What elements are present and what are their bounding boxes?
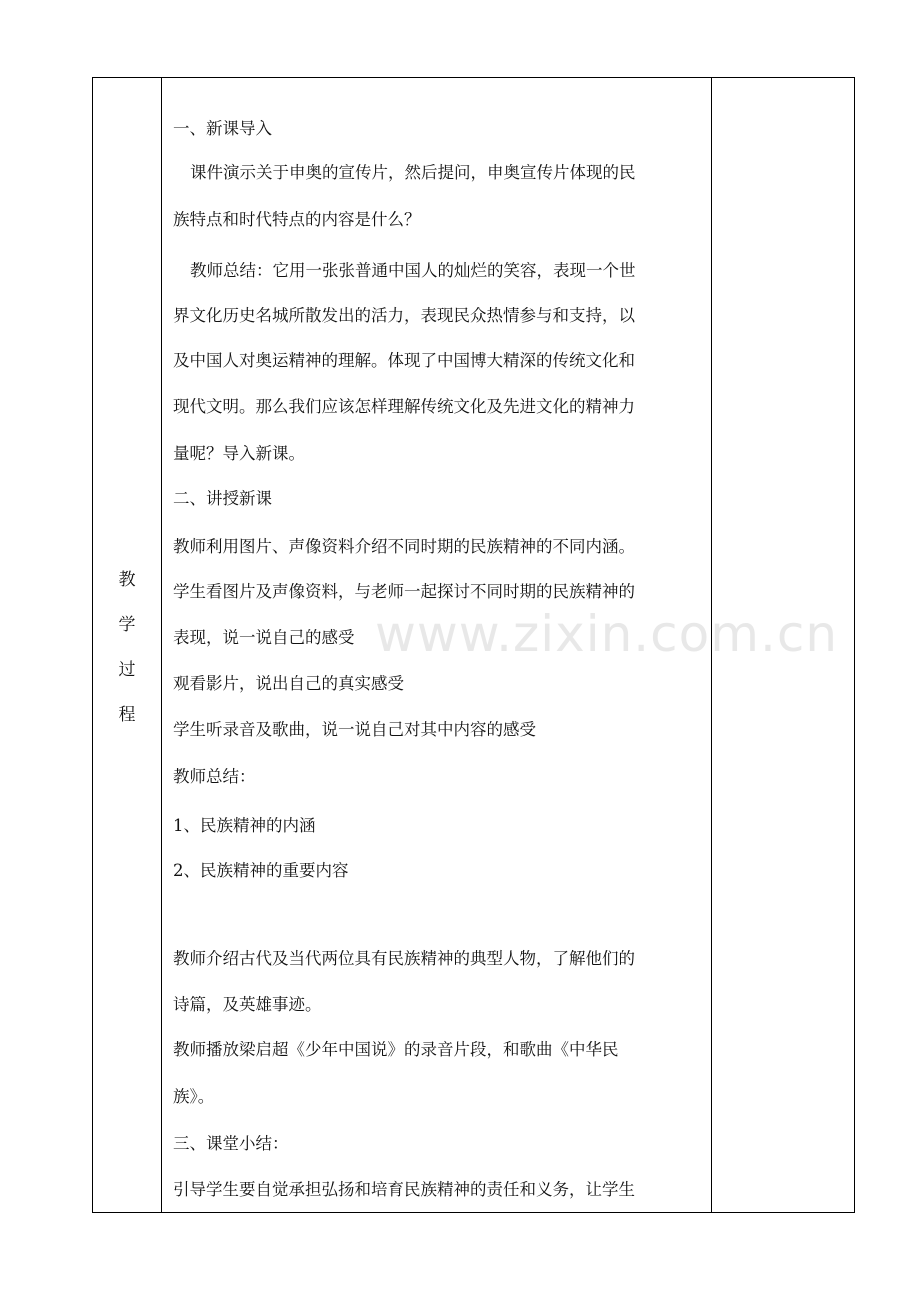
lesson-table [92, 77, 855, 1213]
text-line: 表现，说一说自己的感受 [173, 628, 355, 647]
section-label-char: 教 [118, 570, 136, 590]
text-line: 及中国人对奥运精神的理解。体现了中国博大精深的传统文化和 [173, 351, 635, 370]
watermark: www.zixin.com.cn [375, 605, 839, 663]
text-line: 学生听录音及歌曲，说一说自己对其中内容的感受 [173, 720, 536, 739]
column-divider-right [711, 78, 712, 1212]
section-label-teaching-process [93, 558, 161, 738]
heading-class-summary: 三、课堂小结： [173, 1134, 289, 1153]
list-item: 2、民族精神的重要内容 [173, 861, 349, 880]
section-label-char: 学 [118, 615, 136, 635]
section-label-char: 过 [118, 660, 136, 680]
heading-new-lesson-intro: 一、新课导入 [173, 119, 272, 138]
text-line: 教师播放梁启超《少年中国说》的录音片段，和歌曲《中华民 [173, 1040, 619, 1059]
text-line: 教师介绍古代及当代两位具有民族精神的典型人物，了解他们的 [173, 949, 635, 968]
list-item: 1、民族精神的内涵 [173, 816, 316, 835]
text-line: 现代文明。那么我们应该怎样理解传统文化及先进文化的精神力 [173, 397, 635, 416]
heading-teach-new-lesson: 二、讲授新课 [173, 489, 272, 508]
text-line: 诗篇，及英雄事迹。 [173, 995, 322, 1014]
text-line: 教师总结： [173, 767, 256, 786]
text-line: 族特点和时代特点的内容是什么？ [173, 210, 421, 229]
text-line: 引导学生要自觉承担弘扬和培育民族精神的责任和义务，让学生 [173, 1180, 635, 1199]
text-line: 界文化历史名城所散发出的活力，表现民众热情参与和支持，以 [173, 306, 635, 325]
text-line: 观看影片，说出自己的真实感受 [173, 674, 404, 693]
text-line: 教师利用图片、声像资料介绍不同时期的民族精神的不同内涵。 [173, 537, 635, 556]
text-line: 族》。 [173, 1087, 215, 1106]
text-line: 课件演示关于申奥的宣传片，然后提问，申奥宣传片体现的民 [190, 163, 636, 182]
text-line: 教师总结：它用一张张普通中国人的灿烂的笑容，表现一个世 [190, 261, 636, 280]
section-label-char: 程 [118, 705, 136, 725]
column-divider-left [161, 78, 162, 1212]
text-line: 量呢？导入新课。 [173, 444, 305, 463]
text-line: 学生看图片及声像资料，与老师一起探讨不同时期的民族精神的 [173, 582, 635, 601]
